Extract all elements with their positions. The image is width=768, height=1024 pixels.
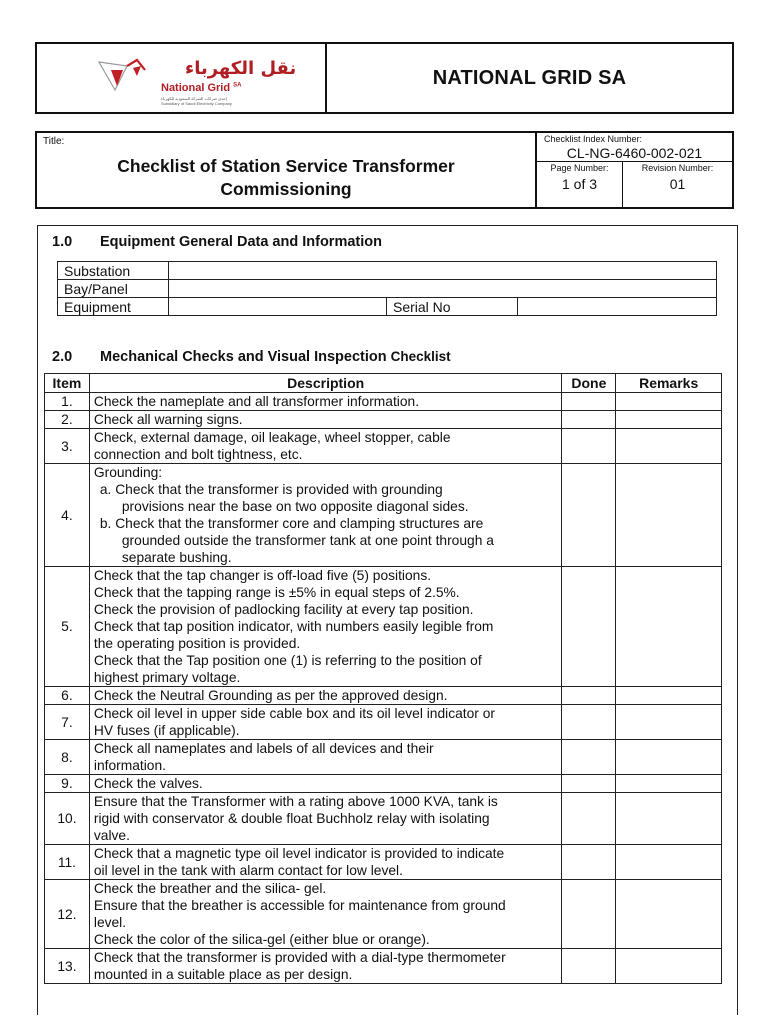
done-checkbox-cell[interactable]: [562, 793, 616, 845]
description-line: information.: [93, 758, 166, 773]
column-header-item: Item: [45, 374, 90, 393]
description-line: Check that the transformer is provided with a dial-type thermometer: [93, 950, 506, 965]
description-line: oil level in the tank with alarm contact for low level.: [93, 863, 403, 878]
done-checkbox-cell[interactable]: [562, 567, 616, 687]
description-line: a. Check that the transformer is provided with grounding: [99, 482, 443, 497]
table-row: [45, 429, 722, 464]
title-line-2: Commissioning: [220, 179, 352, 199]
serial-no-label: Serial No: [387, 298, 518, 316]
table-row: [45, 775, 722, 793]
revision-label: Revision Number:: [641, 163, 714, 173]
description-line: Check that tap position indicator, with numbers easily legible from: [93, 619, 494, 634]
description-line: Check that a magnetic type oil level indicator is provided to indicate: [93, 846, 505, 861]
section-2-number: 2.0: [52, 349, 73, 365]
table-row: [45, 393, 722, 411]
company-name: NATIONAL GRID SA: [432, 66, 627, 89]
description-line: Ensure that the breather is accessible for maintenance from ground: [93, 898, 506, 913]
description-line: Check all warning signs.: [93, 412, 243, 427]
remarks-field[interactable]: [616, 740, 722, 775]
section-2-title-suffix: Checklist: [390, 349, 451, 364]
done-checkbox-cell[interactable]: [562, 464, 616, 567]
general-data-table: [57, 261, 717, 316]
remarks-field[interactable]: [616, 845, 722, 880]
description-line: Check the color of the silica-gel (either blue or orange).: [93, 932, 430, 947]
section-1-number: 1.0: [52, 234, 73, 250]
remarks-field[interactable]: [616, 880, 722, 949]
logo-cell: [37, 44, 327, 112]
bay-panel-field[interactable]: [169, 280, 717, 298]
description-line: rigid with conservator & double float Buchholz relay with isolating: [93, 811, 490, 826]
done-checkbox-cell[interactable]: [562, 393, 616, 411]
remarks-field[interactable]: [616, 793, 722, 845]
remarks-field[interactable]: [616, 567, 722, 687]
table-row: [45, 705, 722, 740]
done-checkbox-cell[interactable]: [562, 705, 616, 740]
table-row: [45, 880, 722, 949]
description-line: Check oil level in upper side cable box and its oil level indicator or: [93, 706, 495, 721]
bay-panel-label: Bay/Panel: [58, 280, 169, 298]
description-line: Check all nameplates and labels of all devices and their: [93, 741, 434, 756]
description-line: Check the provision of padlocking facility at every tap position.: [93, 602, 474, 617]
national-grid-logo-icon: [97, 56, 159, 96]
equipment-label: Equipment: [58, 298, 169, 316]
index-cell: [537, 133, 732, 207]
table-row: [45, 411, 722, 429]
description-line: Check that the tapping range is ±5% in equal steps of 2.5%.: [93, 585, 460, 600]
item-description: [89, 775, 562, 793]
section-2-heading: [52, 349, 451, 365]
description-line: level.: [93, 915, 127, 930]
column-header-done: Done: [562, 374, 616, 393]
description-line: Check the nameplate and all transformer information.: [93, 394, 420, 409]
remarks-field[interactable]: [616, 775, 722, 793]
description-line: Check that the tap changer is off-load five (5) positions.: [93, 568, 432, 583]
table-row: [45, 793, 722, 845]
index-value: CL-NG-6460-002-021: [566, 145, 703, 161]
remarks-field[interactable]: [616, 687, 722, 705]
item-number: 10.: [45, 793, 90, 845]
done-checkbox-cell[interactable]: [562, 687, 616, 705]
logo-arabic-text: نقل الكهرباء: [185, 58, 297, 79]
logo-english-text: National Grid $^{SA}$: [161, 82, 242, 94]
index-label: Checklist Index Number:: [544, 134, 643, 144]
item-number: 11.: [45, 845, 90, 880]
column-header-description: Description: [89, 374, 562, 393]
description-line: valve.: [93, 828, 130, 843]
done-checkbox-cell[interactable]: [562, 949, 616, 984]
remarks-field[interactable]: [616, 393, 722, 411]
substation-label: Substation: [58, 262, 169, 280]
item-number: 1.: [45, 393, 90, 411]
table-row: [58, 262, 717, 280]
item-description: [89, 393, 562, 411]
item-number: 3.: [45, 429, 90, 464]
table-row: [45, 567, 722, 687]
item-description: [89, 687, 562, 705]
description-line: Check the Neutral Grounding as per the approved design.: [93, 688, 448, 703]
description-line: the operating position is provided.: [93, 636, 301, 651]
document-header: [35, 42, 734, 114]
item-number: 5.: [45, 567, 90, 687]
page-label: Page Number:: [550, 163, 609, 173]
done-checkbox-cell[interactable]: [562, 411, 616, 429]
description-line: Check, external damage, oil leakage, wheel stopper, cable: [93, 430, 451, 445]
table-row: [45, 687, 722, 705]
description-line: highest primary voltage.: [93, 670, 241, 685]
remarks-field[interactable]: [616, 429, 722, 464]
description-line: grounded outside the transformer tank at one point through a: [121, 533, 494, 548]
title-line-1: Checklist of Station Service Transformer: [117, 156, 455, 176]
equipment-field[interactable]: [169, 298, 387, 316]
done-checkbox-cell[interactable]: [562, 775, 616, 793]
description-line: Grounding:: [93, 465, 163, 480]
item-number: 8.: [45, 740, 90, 775]
logo-subtitle: إحدى شركات الشركة السعودية للكهرباء Subsidiary of Saudi Electricity Company: [161, 96, 232, 106]
item-number: 12.: [45, 880, 90, 949]
page-number-cell: [537, 161, 623, 209]
serial-no-field[interactable]: [518, 298, 717, 316]
title-label: Title:: [43, 136, 65, 147]
item-description: [89, 793, 562, 845]
checklist-body: [45, 393, 722, 984]
revision-value: 01: [669, 176, 686, 192]
title-block: [35, 131, 734, 209]
table-row: [45, 949, 722, 984]
table-row: [58, 280, 717, 298]
item-description: [89, 880, 562, 949]
substation-field[interactable]: [169, 262, 717, 280]
item-description: [89, 845, 562, 880]
section-2-title: Mechanical Checks and Visual Inspection: [100, 349, 387, 365]
remarks-field[interactable]: [616, 949, 722, 984]
remarks-field[interactable]: [616, 411, 722, 429]
done-checkbox-cell[interactable]: [562, 845, 616, 880]
description-line: provisions near the base on two opposite diagonal sides.: [121, 499, 469, 514]
item-number: 7.: [45, 705, 90, 740]
table-row: [58, 298, 717, 316]
table-row: [45, 845, 722, 880]
description-line: Check that the Tap position one (1) is referring to the position of: [93, 653, 482, 668]
description-line: Ensure that the Transformer with a rating above 1000 KVA, tank is: [93, 794, 498, 809]
item-number: 4.: [45, 464, 90, 567]
description-line: b. Check that the transformer core and clamping structures are: [99, 516, 484, 531]
item-number: 9.: [45, 775, 90, 793]
item-number: 6.: [45, 687, 90, 705]
table-header-row: [45, 374, 722, 393]
checklist-table: [44, 373, 722, 984]
item-number: 13.: [45, 949, 90, 984]
done-checkbox-cell[interactable]: [562, 740, 616, 775]
description-line: Check the valves.: [93, 776, 203, 791]
page-value: 1 of 3: [561, 176, 598, 192]
document-title: [37, 155, 535, 201]
revision-number-cell: [623, 161, 732, 209]
item-description: [89, 740, 562, 775]
item-description: [89, 464, 562, 567]
description-line: mounted in a suitable place as per design.: [93, 967, 353, 982]
done-checkbox-cell[interactable]: [562, 880, 616, 949]
column-header-remarks: Remarks: [616, 374, 722, 393]
table-row: [45, 464, 722, 567]
item-number: 2.: [45, 411, 90, 429]
section-1-heading: [52, 234, 382, 250]
item-description: [89, 705, 562, 740]
item-description: [89, 411, 562, 429]
description-line: HV fuses (if applicable).: [93, 723, 240, 738]
table-row: [45, 740, 722, 775]
section-1-title: Equipment General Data and Information: [100, 234, 382, 250]
done-checkbox-cell[interactable]: [562, 429, 616, 464]
description-line: connection and bolt tightness, etc.: [93, 447, 303, 462]
description-line: Check the breather and the silica- gel.: [93, 881, 327, 896]
item-description: [89, 429, 562, 464]
description-line: separate bushing.: [121, 550, 232, 565]
item-description: [89, 949, 562, 984]
remarks-field[interactable]: [616, 705, 722, 740]
remarks-field[interactable]: [616, 464, 722, 567]
item-description: [89, 567, 562, 687]
title-cell: [37, 133, 537, 207]
